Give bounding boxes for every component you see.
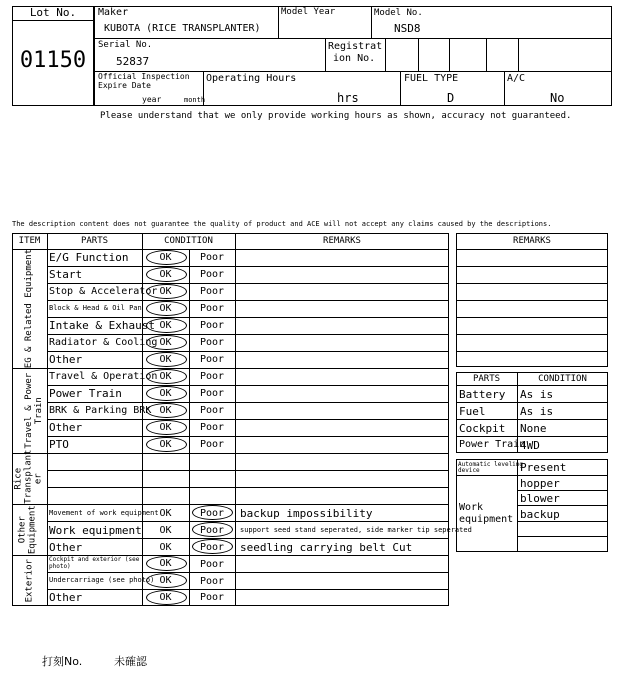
ok-option: OK: [159, 252, 172, 263]
poor-option: Poor: [199, 559, 225, 570]
ok-option: OK: [159, 405, 172, 416]
registration-label-2: ion No.: [333, 53, 376, 64]
inspection-label-2: Expire Date: [98, 81, 151, 90]
parts-power-train-label: Power Train: [459, 439, 526, 450]
parts-fuel-value: As is: [520, 405, 554, 418]
ok-option: OK: [159, 558, 172, 569]
group-label-exterior: Exterior: [24, 559, 35, 603]
poor-option: Poor: [199, 405, 225, 416]
work-equipment-label-1: Work: [459, 502, 484, 513]
part-label: Cockpit and exterior (see: [49, 556, 140, 563]
ok-option: OK: [159, 354, 172, 365]
part-label: Block & Head & Oil Pan: [49, 304, 142, 312]
ok-option: OK: [159, 575, 172, 586]
group-label-travel-1: Travel & Power: [23, 372, 34, 449]
poor-option: Poor: [199, 354, 225, 365]
model-year-label: Model Year: [281, 7, 336, 17]
ok-option: OK: [159, 439, 172, 450]
part-label: BRK & Parking BRK: [49, 405, 152, 416]
serial-label: Serial No.: [98, 40, 153, 50]
part-label: Start: [49, 268, 83, 281]
parts-battery-label: Battery: [459, 388, 506, 401]
ok-option: OK: [159, 269, 172, 280]
poor-option: Poor: [199, 371, 225, 382]
parts-cockpit-value: None: [520, 422, 547, 435]
notice-text: Please understand that we only provide working hours as shown, accuracy not guaranteed.: [100, 111, 572, 121]
part-label: Stop & Accelerator: [49, 286, 158, 297]
poor-option: Poor: [199, 269, 225, 280]
stamp-value: 未確認: [114, 655, 147, 668]
ac-label: A/C: [507, 73, 526, 84]
hours-label: Operating Hours: [206, 73, 297, 84]
maker-label: Maker: [98, 7, 129, 18]
parts-fuel-label: Fuel: [459, 405, 486, 418]
part-label: Radiator & Cooling: [49, 337, 158, 348]
col-item-header: ITEM: [18, 236, 41, 246]
poor-option: Poor: [199, 286, 225, 297]
poor-option: Poor: [199, 592, 225, 603]
poor-option: Poor: [199, 388, 225, 399]
part-label: PTO: [49, 438, 69, 451]
remark-text: backup impossibility: [240, 507, 373, 520]
part-label: Movement of work equipment: [49, 509, 159, 517]
part-label: Other: [49, 421, 83, 434]
auto-level-label-2: device: [458, 467, 480, 474]
group-label-travel-2: Train: [33, 397, 44, 425]
year-label: year: [142, 95, 162, 104]
ok-option: OK: [159, 371, 172, 382]
lot-label: Lot No.: [29, 6, 77, 19]
group-label-other-1: Other: [17, 516, 28, 544]
group-label-rice-2: Transplant: [23, 449, 34, 504]
inspection-label-1: Official Inspection: [98, 72, 190, 81]
group-label-rice-3: er: [33, 473, 44, 485]
model-no-label: Model No.: [374, 8, 423, 18]
part-label-cont: photo): [49, 563, 71, 570]
poor-option: Poor: [199, 542, 225, 553]
ok-option: OK: [159, 303, 172, 314]
auto-level-value: Present: [520, 461, 567, 474]
work-item-blower: blower: [520, 492, 560, 505]
registration-label-1: Registrat: [328, 41, 383, 52]
poor-option: Poor: [199, 439, 225, 450]
part-label: Other: [49, 591, 83, 604]
part-label: E/G Function: [49, 251, 129, 264]
poor-option: Poor: [199, 303, 225, 314]
col-remarks-header: REMARKS: [323, 236, 361, 246]
part-label: Power Train: [49, 387, 122, 400]
part-label: Other: [49, 541, 83, 554]
parts-cockpit-label: Cockpit: [459, 422, 506, 435]
ok-option: OK: [159, 286, 172, 297]
ok-option: OK: [159, 422, 172, 433]
part-label: Other: [49, 353, 83, 366]
part-label: Undercarriage (see photo): [49, 576, 155, 584]
group-label-other-2: Equipment: [27, 505, 38, 555]
part-label: Work equipment: [49, 524, 142, 537]
model-no-value: NSD8: [394, 22, 421, 35]
poor-option: Poor: [199, 337, 225, 348]
serial-value: 52837: [116, 55, 150, 68]
work-equipment-label-2: equipment: [459, 514, 514, 525]
ac-value: No: [550, 91, 565, 105]
group-label-eg: EG & Related Equipment: [23, 249, 34, 369]
parts-battery-value: As is: [520, 388, 554, 401]
parts-power-train-value: 4WD: [520, 439, 540, 452]
ok-option: OK: [159, 320, 172, 331]
remark-text: support seed stand seperated, side marker tip seperated: [240, 526, 472, 534]
poor-option: Poor: [199, 320, 225, 331]
work-item-backup: backup: [520, 508, 560, 521]
col-condition-header: CONDITION: [164, 236, 213, 246]
auto-level-label-1: Automatic leveling: [458, 461, 524, 468]
ok-option: OK: [159, 388, 172, 399]
fuel-value: D: [447, 91, 455, 105]
ok-option: OK: [159, 542, 172, 553]
poor-option: Poor: [199, 422, 225, 433]
lot-number: 01150: [19, 48, 87, 73]
poor-option: Poor: [199, 508, 225, 519]
ok-option: OK: [159, 508, 172, 519]
poor-option: Poor: [199, 252, 225, 263]
stamp-label: 打刻No.: [42, 655, 83, 668]
poor-option: Poor: [199, 576, 225, 587]
group-label-rice-1: Rice: [13, 467, 24, 490]
ok-option: OK: [159, 337, 172, 348]
poor-option: Poor: [199, 525, 225, 536]
ok-option: OK: [159, 592, 172, 603]
condition-col-header: CONDITION: [538, 374, 587, 384]
ok-option: OK: [159, 525, 172, 536]
disclaimer-text: The description content does not guarantee the quality of product and ACE will not accept any claims caused by the descriptions.: [12, 220, 552, 228]
remark-text: seedling carrying belt Cut: [240, 541, 413, 554]
maker-value: KUBOTA (RICE TRANSPLANTER): [104, 23, 261, 34]
hours-unit: hrs: [337, 91, 359, 105]
part-label: Travel & Operation: [49, 371, 158, 382]
parts-col-header: PARTS: [472, 374, 501, 384]
work-item-hopper: hopper: [520, 477, 560, 490]
right-remarks-header: REMARKS: [513, 236, 551, 246]
fuel-label: FUEL TYPE: [404, 73, 459, 84]
month-label: month: [184, 96, 206, 104]
part-label: Intake & Exhaust: [49, 319, 155, 332]
col-parts-header: PARTS: [80, 236, 109, 246]
